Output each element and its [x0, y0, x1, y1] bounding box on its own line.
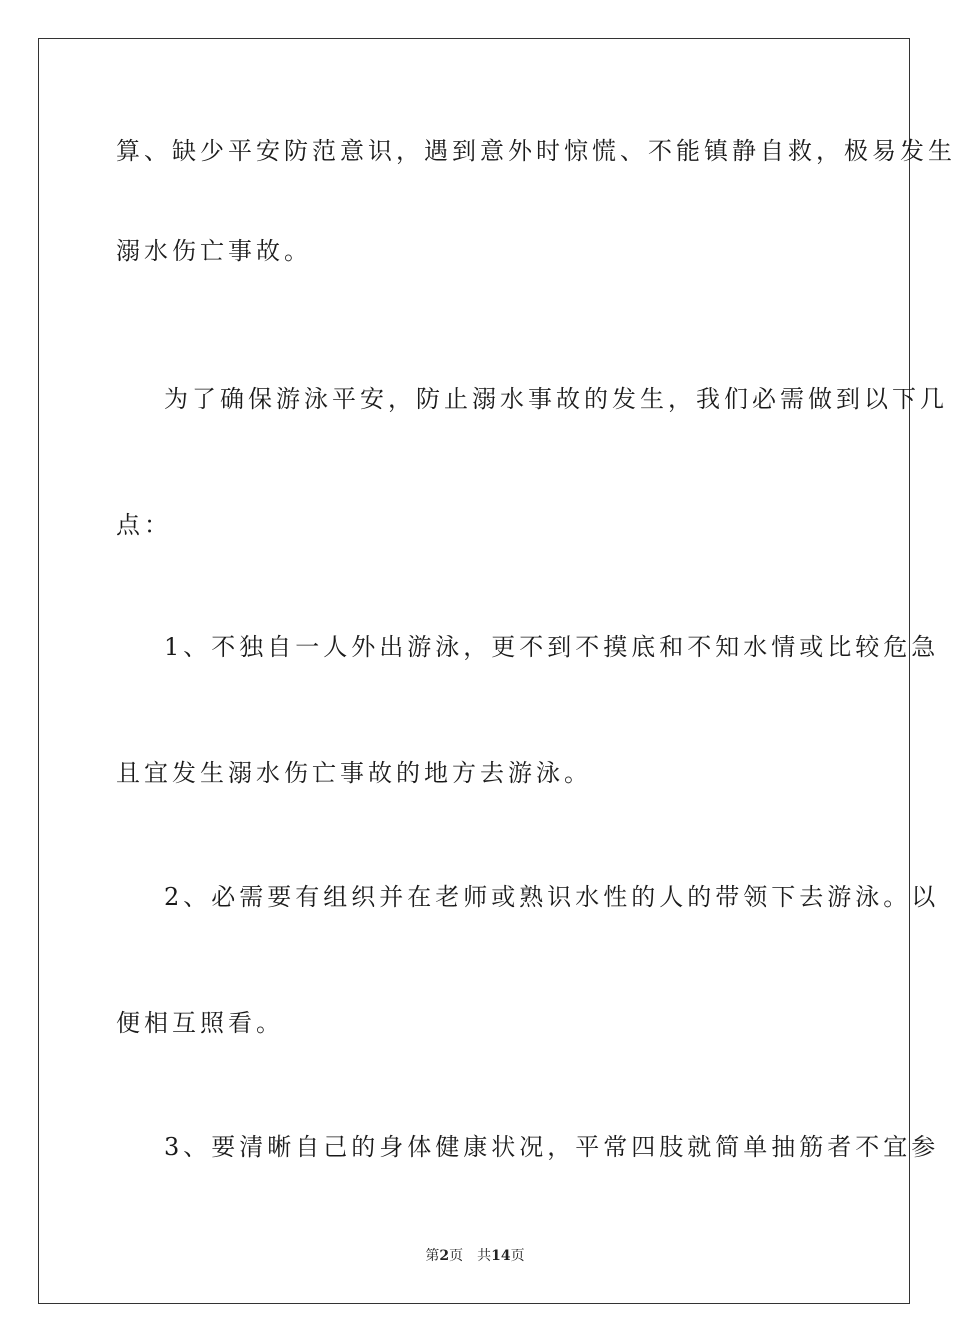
text-line-5: 1、不独自一人外出游泳，更不到不摸底和不知水情或比较危急 — [164, 633, 940, 661]
footer-page-prefix: 第 — [425, 1248, 440, 1264]
footer-page-number: 2 — [439, 1248, 450, 1264]
footer-page-suffix: 页 — [449, 1248, 464, 1264]
text-line-8: 便相互照看。 — [116, 1009, 284, 1037]
page-border — [38, 38, 956, 1304]
text-line-6: 且宜发生溺水伤亡事故的地方去游泳。 — [116, 759, 592, 787]
footer-total-pages: 14 — [491, 1248, 511, 1264]
page-footer — [0, 1246, 950, 1266]
text-line-9: 3、要清晰自己的身体健康状况，平常四肢就简单抽筋者不宜参 — [164, 1133, 940, 1161]
text-line-7: 2、必需要有组织并在老师或熟识水性的人的带领下去游泳。以 — [164, 883, 940, 911]
footer-total-prefix: 共 — [477, 1248, 492, 1264]
text-line-3: 为了确保游泳平安，防止溺水事故的发生，我们必需做到以下几 — [164, 385, 948, 413]
text-line-4: 点： — [116, 511, 172, 539]
text-line-2: 溺水伤亡事故。 — [116, 237, 312, 265]
footer-total-suffix: 页 — [510, 1248, 525, 1264]
text-line-1: 算、缺少平安防范意识，遇到意外时惊慌、不能镇静自救，极易发生 — [116, 137, 956, 165]
